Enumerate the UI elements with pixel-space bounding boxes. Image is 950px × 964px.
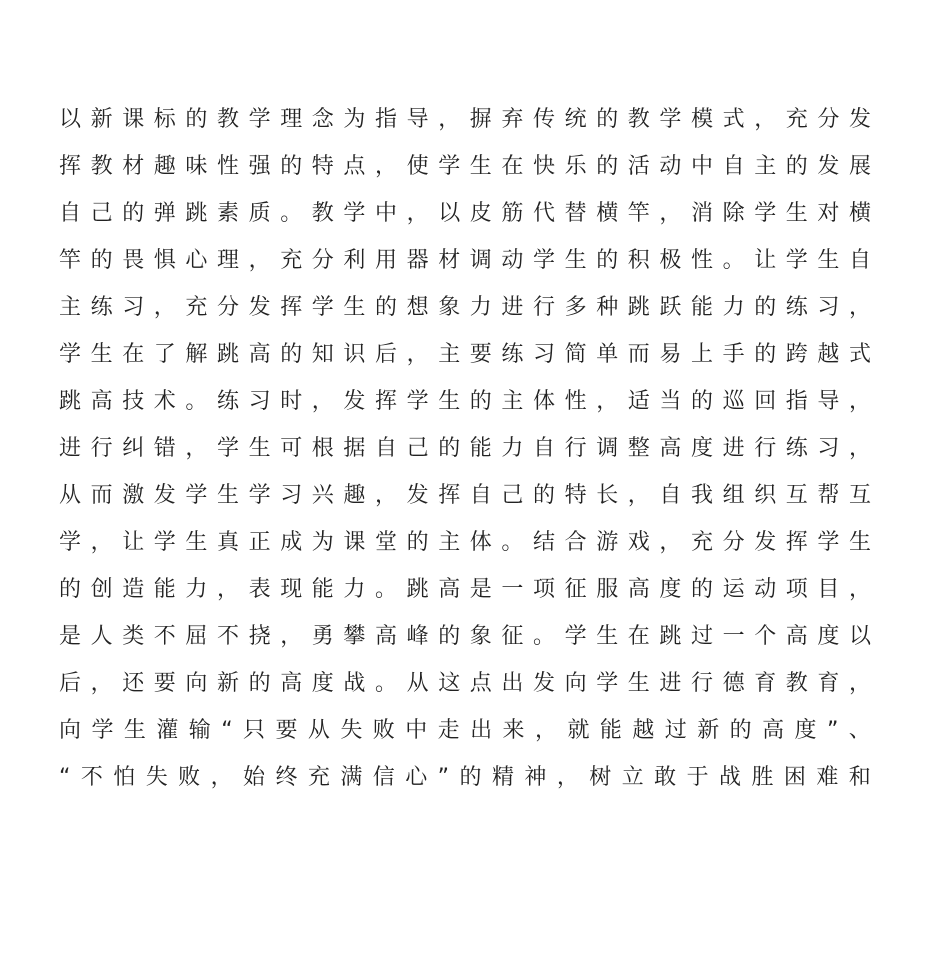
text-line: “不怕失败，始终充满信心”的精神，树立敢于战胜困难和 <box>59 765 882 790</box>
text-line: 从而激发学生学习兴趣，发挥自己的特长，自我组织互帮互 <box>59 483 881 508</box>
body-paragraph <box>59 96 882 801</box>
text-line: 主练习，充分发挥学生的想象力进行多种跳跃能力的练习， <box>59 295 881 320</box>
text-line: 竿的畏惧心理，充分利用器材调动学生的积极性。让学生自 <box>59 248 881 273</box>
text-line: 挥教材趣味性强的特点，使学生在快乐的活动中自主的发展 <box>59 154 881 179</box>
text-line: 进行纠错，学生可根据自己的能力自行调整高度进行练习， <box>59 436 881 461</box>
text-line: 学生在了解跳高的知识后，主要练习简单而易上手的跨越式 <box>59 342 881 367</box>
text-line: 是人类不屈不挠，勇攀高峰的象征。学生在跳过一个高度以 <box>59 624 881 649</box>
text-line: 后，还要向新的高度战。从这点出发向学生进行德育教育， <box>59 671 881 696</box>
text-line: 以新课标的教学理念为指导，摒弃传统的教学模式，充分发 <box>59 107 881 132</box>
text-line: 跳高技术。练习时，发挥学生的主体性，适当的巡回指导， <box>59 389 881 414</box>
text-line: 学，让学生真正成为课堂的主体。结合游戏，充分发挥学生 <box>59 530 881 555</box>
text-line: 自己的弹跳素质。教学中，以皮筋代替横竿，消除学生对横 <box>59 201 881 226</box>
text-line: 的创造能力，表现能力。跳高是一项征服高度的运动项目， <box>59 577 881 602</box>
text-line: 向学生灌输“只要从失败中走出来，就能越过新的高度”、 <box>59 718 882 743</box>
